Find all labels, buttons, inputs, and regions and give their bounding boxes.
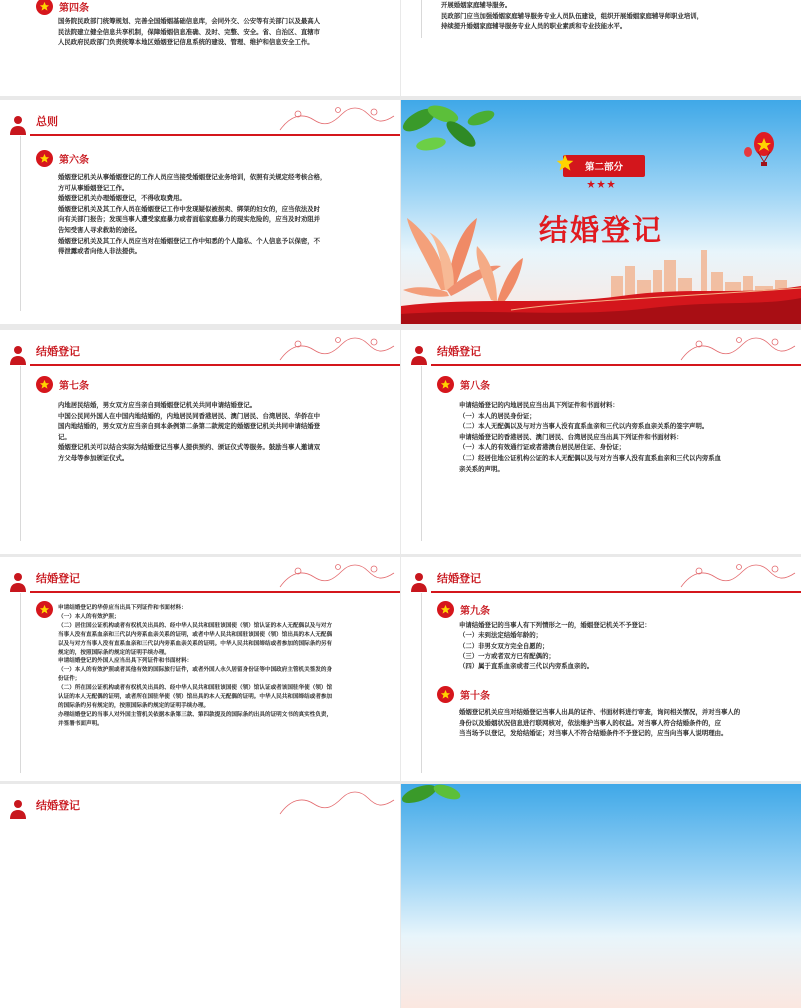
divider — [421, 593, 422, 773]
slide-header — [0, 557, 400, 601]
floral-pattern-icon — [278, 559, 396, 591]
section-title: 结婚登记 — [36, 799, 80, 812]
divider — [20, 136, 21, 311]
paragraph-line: 国务院民政部门统筹规划、完善全国婚姻基础信息库，会同外交、公安等有关部门以及最高人 — [58, 17, 321, 25]
paragraph-line: 申请结婚登记的华侨应当出具下列证件和书面材料： — [58, 605, 187, 611]
paragraph-line: （四）属于直系血亲或者三代以内旁系血亲的。 — [459, 662, 594, 671]
article-body — [459, 707, 794, 739]
paragraph-line: 申请结婚登记的香港居民、澳门居民、台湾居民应当出具下列证件和书面材料： — [459, 432, 683, 441]
section-title: 总则 — [36, 115, 58, 128]
section-title: 结婚登记 — [36, 345, 80, 358]
paragraph-line: 方可从事婚姻登记工作。 — [58, 183, 129, 192]
paragraph-line: 向有关部门报告；发现当事人遭受家庭暴力或者面临家庭暴力的现实危险的，应当及时劝阻并 — [58, 215, 321, 224]
star-badge-icon — [437, 376, 454, 393]
paragraph-line: 婚姻登记机关可以结合实际为结婚登记当事人提供预约、颁证仪式等服务。鼓励当事人邀请双 — [58, 443, 321, 452]
article-title: 第八条 — [460, 381, 490, 392]
article-title: 第四条 — [59, 3, 89, 14]
divider — [421, 0, 422, 38]
paragraph-line: （一）本人的有效护照； — [58, 613, 120, 620]
slide-header — [401, 557, 801, 601]
slide-article-8 — [401, 330, 801, 554]
paragraph-line: （二）居住国公证机构或者有权机关出具的、经中华人民共和国驻该国使（领）馆认证的本人无配偶以及与对方 — [58, 622, 333, 629]
article-heading — [36, 376, 89, 393]
article-title: 第十条 — [460, 691, 490, 702]
paragraph-line: 的国际条约另有规定的，按照国际条约规定的证明手续办理。 — [58, 702, 210, 709]
floral-pattern-icon — [679, 332, 797, 364]
paragraph-line: （二）本人无配偶以及与对方当事人没有直系血亲和三代以内旁系血亲关系的签字声明。 — [459, 422, 709, 431]
paragraph-line: （二）所在国公证机构或者有权机关出具的、经中华人民共和国驻该国使（领）馆认证或者该国驻华使（领）馆 — [58, 685, 333, 692]
paragraph-line: 身份以及婚姻状况信息进行联网核对，依法维护当事人的权益。对当事人符合结婚条件的，应 — [459, 718, 722, 727]
paragraph-line: 中国公民同外国人在中国内地结婚的，内地居民同香港居民、澳门居民、台湾居民、华侨在中 — [58, 411, 321, 420]
section-part-label — [563, 155, 645, 177]
article-body — [58, 604, 393, 729]
paragraph-line: 婚姻登记机关及其工作人员在婚姻登记工作中发现疑似被拐卖、绑架的妇女的，应当依法及时 — [58, 204, 321, 213]
person-emblem-icon — [8, 344, 28, 366]
star-badge-icon — [36, 150, 53, 167]
paragraph-line: 民法院建立健全信息共享机制，保障婚姻信息准确、及时、完整、安全。省、自治区、直辖市 — [58, 27, 321, 36]
header-rule — [30, 134, 400, 136]
article-heading — [437, 601, 490, 618]
person-emblem-icon — [409, 344, 429, 366]
leaves-icon — [401, 784, 801, 804]
paragraph-line: 内地居民结婚，男女双方应当亲自到婚姻登记机关共同申请结婚登记。 — [58, 401, 257, 409]
paragraph-line: 规定的，按照国际条约规定的证明手续办理。 — [58, 649, 170, 656]
person-emblem-icon — [8, 571, 28, 593]
slide-header — [0, 330, 400, 374]
article-title: 第九条 — [460, 606, 490, 617]
divider — [421, 366, 422, 541]
slide-partial-banner — [401, 784, 801, 1008]
paragraph-line: 人民政府民政部门负责统筹本地区婚姻登记信息系统的建设、管理、维护和信息安全工作。 — [58, 38, 314, 47]
paragraph-line: （一）本人的有效护照或者其他有效的国际旅行证件，或者外国人永久居留身份证等中国政府主管机关签发的身 — [58, 667, 333, 674]
star-badge-icon — [437, 686, 454, 703]
star-badge-icon — [437, 601, 454, 618]
header-rule — [30, 364, 400, 366]
header-rule — [30, 591, 400, 593]
article-body — [459, 400, 789, 474]
slide-article-4 — [0, 0, 400, 96]
paragraph-line: （一）本人的居民身份证； — [459, 411, 536, 420]
star-badge-icon — [36, 376, 53, 393]
paragraph-line: （三）一方或者双方已有配偶的； — [459, 651, 555, 660]
floral-pattern-icon — [278, 786, 396, 818]
paragraph-line: （一）本人的有效通行证或者港澳台居民居住证、身份证； — [459, 443, 626, 452]
floral-pattern-icon — [278, 102, 396, 134]
article-body — [58, 16, 388, 48]
paragraph-line: 当当场予以登记，发给结婚证；对当事人不符合结婚条件不予登记的，应当向当事人说明理由。 — [459, 729, 728, 738]
slide-header — [0, 100, 400, 144]
paragraph-line: 当事人没有直系血亲和三代以内旁系血亲关系的证明，或者中华人民共和国驻该国使（领）馆出具的本人无配偶 — [58, 631, 333, 638]
article-heading — [437, 686, 490, 703]
paragraph-line: 婚姻登记机关从事婚姻登记的工作人员应当接受婚姻登记业务培训，依照有关规定经考核合格， — [58, 173, 327, 181]
leaves-icon — [399, 102, 496, 153]
paragraph-line: （一）未到法定结婚年龄的； — [459, 631, 543, 640]
banner-title: 结婚登记 — [538, 213, 663, 247]
person-emblem-icon — [8, 798, 28, 820]
paragraph-line: 申请结婚登记的外国人应当出具下列证件和书面材料： — [58, 658, 193, 665]
paragraph-line: 国内地结婚的，男女双方应当亲自到本条例第二条第二款规定的婚姻登记机关共同申请结婚登 — [58, 422, 321, 431]
paragraph-line: 申请结婚登记的当事人有下列情形之一的，婚姻登记机关不予登记： — [459, 621, 651, 629]
paragraph-line: 办理结婚登记的当事人对外国主管机关依据本条第三款、第四款提及的国际条约出具的证明文书的真实性负责， — [58, 711, 333, 718]
paragraph-line: 民政部门应当加强婚姻家庭辅导服务专业人员队伍建设，组织开展婚姻家庭辅导师职业培训， — [441, 11, 704, 20]
paragraph-line: 以及与对方当事人没有直系血亲和三代以内旁系血亲关系的证明。中华人民共和国缔结或者参加的国际条约另有 — [58, 640, 333, 647]
paragraph-line: （二）经居住地公证机构公证的本人无配偶以及与对方当事人没有直系血亲和三代以内旁系血 — [459, 453, 722, 462]
divider — [20, 593, 21, 773]
floral-pattern-icon — [278, 332, 396, 364]
paragraph-line: 得泄露或者向他人非法提供。 — [58, 247, 142, 256]
divider — [20, 366, 21, 541]
star-icon — [555, 153, 575, 173]
stars-divider-icon — [587, 180, 615, 188]
header-rule — [431, 591, 801, 593]
article-heading — [437, 376, 490, 393]
paragraph-line: 方父母等参加颁证仪式。 — [58, 453, 129, 462]
header-rule — [431, 364, 801, 366]
article-title: 第六条 — [59, 155, 89, 166]
person-emblem-icon — [409, 571, 429, 593]
part-label: 第二部分 — [584, 162, 623, 173]
star-badge-icon — [36, 601, 53, 618]
slide-article-7 — [0, 330, 400, 554]
slide-partial — [0, 784, 400, 1008]
section-title: 结婚登记 — [437, 572, 481, 585]
person-emblem-icon — [8, 114, 28, 136]
paragraph-line: 持续提升婚姻家庭辅导服务专业人员的职业素质和专业技能水平。 — [441, 22, 627, 31]
paragraph-line: 亲关系的声明。 — [459, 464, 504, 473]
article-body — [441, 0, 791, 32]
slide-counseling — [401, 0, 801, 96]
paragraph-line: （二）非男女双方完全自愿的； — [459, 641, 549, 650]
floral-pattern-icon — [679, 559, 797, 591]
article-heading — [36, 150, 89, 167]
paragraph-line: 并签署书面声明。 — [58, 720, 103, 727]
paragraph-line: 婚姻登记机关办理婚姻登记，不得收取费用。 — [58, 194, 186, 203]
paragraph-line: 记。 — [58, 432, 71, 441]
article-body — [58, 400, 388, 464]
paragraph-line: 认证的本人无配偶的证明，或者所在国驻华使（领）馆出具的本人无配偶的证明。中华人民共和国缔结或者参加 — [58, 694, 333, 701]
slide-header — [401, 330, 801, 374]
article-body — [459, 620, 789, 671]
section-title: 结婚登记 — [437, 345, 481, 358]
article-heading — [36, 0, 89, 15]
balloon-icon — [744, 132, 774, 166]
paragraph-line: 申请结婚登记的内地居民应当出具下列证件和书面材料： — [459, 401, 619, 409]
article-title: 第七条 — [59, 381, 89, 392]
slide-overseas-requirements — [0, 557, 400, 781]
slide-articles-9-10 — [401, 557, 801, 781]
section-title: 结婚登记 — [36, 572, 80, 585]
paragraph-line: 婚姻登记机关及其工作人员应当对在婚姻登记工作中知悉的个人隐私、个人信息予以保密，不 — [58, 236, 321, 245]
slide-header — [0, 784, 400, 828]
slide-article-6 — [0, 100, 400, 324]
paragraph-line: 告知受害人寻求救助的途径。 — [58, 225, 142, 234]
article-body — [58, 172, 388, 257]
star-badge-icon — [36, 0, 53, 15]
paragraph-line: 婚姻登记机关应当对结婚登记当事人出具的证件、书面材料进行审查，询问相关情况，并对当事人的 — [459, 708, 741, 716]
slide-section-banner — [401, 100, 801, 324]
paragraph-line: 开展婚姻家庭辅导服务。 — [441, 1, 512, 9]
paragraph-line: 份证件； — [58, 676, 81, 683]
